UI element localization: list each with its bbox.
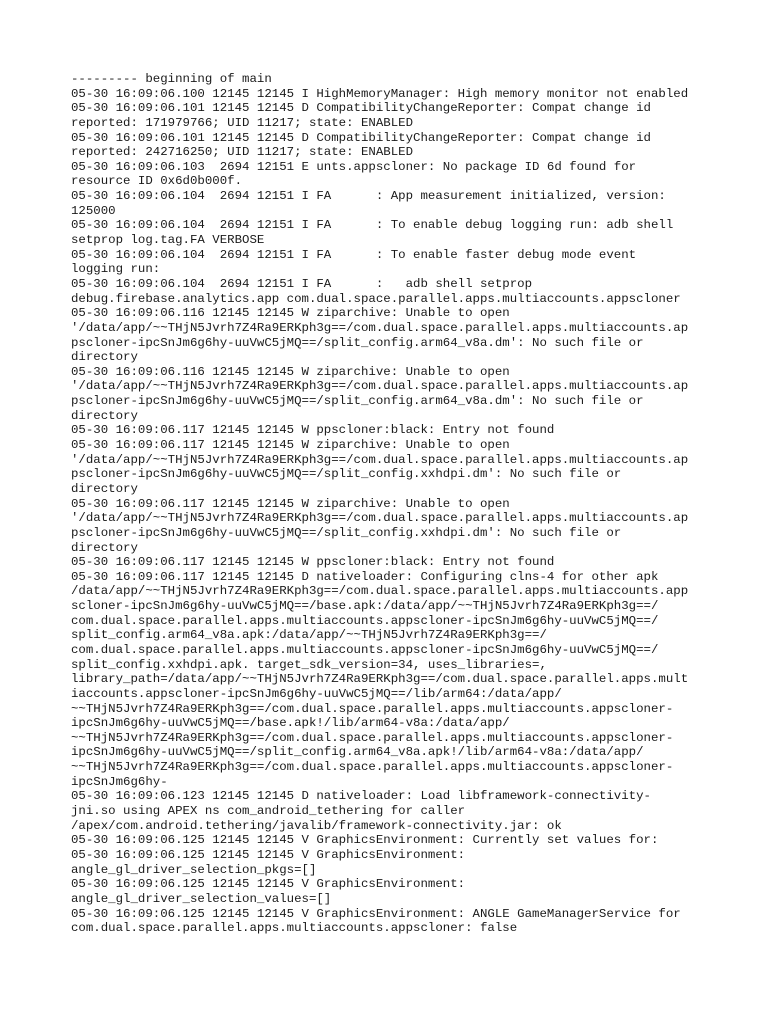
log-line: 05-30 16:09:06.117 12145 12145 W ppscloner:black: Entry not found xyxy=(71,555,555,570)
log-line: scloner-ipcSnJm6g6hy-uuVwC5jMQ==/base.apk:/data/app/~~THjN5Jvrh7Z4Ra9ERKph3g==/ xyxy=(71,599,659,614)
log-line: com.dual.space.parallel.apps.multiaccounts.appscloner-ipcSnJm6g6hy-uuVwC5jMQ==/ xyxy=(71,613,659,628)
log-line: library_path=/data/app/~~THjN5Jvrh7Z4Ra9ERKph3g==/com.dual.space.parallel.apps.mult xyxy=(71,672,689,687)
log-line: 05-30 16:09:06.117 12145 12145 W ziparchive: Unable to open xyxy=(71,438,510,453)
log-line: jni.so using APEX ns com_android_tethering for caller xyxy=(71,804,466,819)
log-line: split_config.xxhdpi.apk. target_sdk_version=34, uses_libraries=, xyxy=(71,657,547,672)
log-line: ipcSnJm6g6hy-uuVwC5jMQ==/base.apk!/lib/arm64-v8a:/data/app/ xyxy=(71,716,510,731)
log-line: ~~THjN5Jvrh7Z4Ra9ERKph3g==/com.dual.space.parallel.apps.multiaccounts.appscloner- xyxy=(71,760,674,775)
log-line: 05-30 16:09:06.104 2694 12151 I FA : App measurement initialized, version: xyxy=(71,189,666,204)
logcat-output xyxy=(71,72,711,936)
log-line: 05-30 16:09:06.116 12145 12145 W ziparchive: Unable to open xyxy=(71,306,510,321)
log-line: 05-30 16:09:06.116 12145 12145 W ziparchive: Unable to open xyxy=(71,364,510,379)
log-line: 05-30 16:09:06.117 12145 12145 W ppscloner:black: Entry not found xyxy=(71,423,555,438)
log-line: 05-30 16:09:06.101 12145 12145 D CompatibilityChangeReporter: Compat change id xyxy=(71,130,651,145)
log-line: '/data/app/~~THjN5Jvrh7Z4Ra9ERKph3g==/com.dual.space.parallel.apps.multiaccounts.ap xyxy=(71,320,689,335)
log-line: '/data/app/~~THjN5Jvrh7Z4Ra9ERKph3g==/com.dual.space.parallel.apps.multiaccounts.ap xyxy=(71,511,689,526)
log-line: pscloner-ipcSnJm6g6hy-uuVwC5jMQ==/split_config.arm64_v8a.dm': No such file or xyxy=(71,394,644,409)
log-line: 05-30 16:09:06.104 2694 12151 I FA : adb shell setprop xyxy=(71,276,533,291)
log-line: resource ID 0x6d0b000f. xyxy=(71,174,243,189)
log-line: pscloner-ipcSnJm6g6hy-uuVwC5jMQ==/split_config.arm64_v8a.dm': No such file or xyxy=(71,335,644,350)
log-line: angle_gl_driver_selection_pkgs=[] xyxy=(71,862,317,877)
log-line: debug.firebase.analytics.app com.dual.space.parallel.apps.multiaccounts.appscloner xyxy=(71,291,681,306)
log-line: split_config.arm64_v8a.apk:/data/app/~~THjN5Jvrh7Z4Ra9ERKph3g==/ xyxy=(71,628,547,643)
log-line: 05-30 16:09:06.103 2694 12151 E unts.appscloner: No package ID 6d found for xyxy=(71,159,637,174)
log-line: 05-30 16:09:06.125 12145 12145 V GraphicsEnvironment: ANGLE GameManagerService for xyxy=(71,906,681,921)
log-line: 05-30 16:09:06.123 12145 12145 D nativeloader: Load libframework-connectivity- xyxy=(71,789,651,804)
log-line: setprop log.tag.FA VERBOSE xyxy=(71,233,265,248)
log-line: reported: 242716250; UID 11217; state: ENABLED xyxy=(71,145,414,160)
log-line: '/data/app/~~THjN5Jvrh7Z4Ra9ERKph3g==/com.dual.space.parallel.apps.multiaccounts.ap xyxy=(71,452,689,467)
log-line: angle_gl_driver_selection_values=[] xyxy=(71,891,332,906)
log-line: directory xyxy=(71,481,138,496)
log-line: 05-30 16:09:06.101 12145 12145 D CompatibilityChangeReporter: Compat change id xyxy=(71,101,651,116)
log-line: ipcSnJm6g6hy- xyxy=(71,774,168,789)
log-line: directory xyxy=(71,408,138,423)
log-line: directory xyxy=(71,540,138,555)
log-line: /apex/com.android.tethering/javalib/framework-connectivity.jar: ok xyxy=(71,818,562,833)
log-line: 05-30 16:09:06.100 12145 12145 I HighMemoryManager: High memory monitor not enabled xyxy=(71,86,689,101)
log-line: 05-30 16:09:06.117 12145 12145 D nativeloader: Configuring clns-4 for other apk xyxy=(71,569,659,584)
log-line: ipcSnJm6g6hy-uuVwC5jMQ==/split_config.arm64_v8a.apk!/lib/arm64-v8a:/data/app/ xyxy=(71,745,644,760)
log-line: com.dual.space.parallel.apps.multiaccounts.appscloner-ipcSnJm6g6hy-uuVwC5jMQ==/ xyxy=(71,642,659,657)
log-line: /data/app/~~THjN5Jvrh7Z4Ra9ERKph3g==/com.dual.space.parallel.apps.multiaccounts.app xyxy=(71,584,689,599)
log-line: 05-30 16:09:06.125 12145 12145 V GraphicsEnvironment: xyxy=(71,877,466,892)
log-line: 05-30 16:09:06.104 2694 12151 I FA : To enable faster debug mode event xyxy=(71,247,637,262)
log-line: 125000 xyxy=(71,203,116,218)
log-line: directory xyxy=(71,350,138,365)
log-line: reported: 171979766; UID 11217; state: ENABLED xyxy=(71,115,414,130)
log-line: iaccounts.appscloner-ipcSnJm6g6hy-uuVwC5jMQ==/lib/arm64:/data/app/ xyxy=(71,686,562,701)
log-line: pscloner-ipcSnJm6g6hy-uuVwC5jMQ==/split_config.xxhdpi.dm': No such file or xyxy=(71,467,622,482)
log-line: '/data/app/~~THjN5Jvrh7Z4Ra9ERKph3g==/com.dual.space.parallel.apps.multiaccounts.ap xyxy=(71,379,689,394)
log-line: 05-30 16:09:06.117 12145 12145 W ziparchive: Unable to open xyxy=(71,496,510,511)
log-line: logging run: xyxy=(71,262,161,277)
log-line: pscloner-ipcSnJm6g6hy-uuVwC5jMQ==/split_config.xxhdpi.dm': No such file or xyxy=(71,525,622,540)
log-line: 05-30 16:09:06.125 12145 12145 V GraphicsEnvironment: Currently set values for: xyxy=(71,833,659,848)
log-line: --------- beginning of main xyxy=(71,72,272,86)
log-line: 05-30 16:09:06.125 12145 12145 V GraphicsEnvironment: xyxy=(71,847,466,862)
log-line: 05-30 16:09:06.104 2694 12151 I FA : To enable debug logging run: adb shell xyxy=(71,218,674,233)
log-line: com.dual.space.parallel.apps.multiaccounts.appscloner: false xyxy=(71,921,518,936)
log-line: ~~THjN5Jvrh7Z4Ra9ERKph3g==/com.dual.space.parallel.apps.multiaccounts.appscloner- xyxy=(71,701,674,716)
log-line: ~~THjN5Jvrh7Z4Ra9ERKph3g==/com.dual.space.parallel.apps.multiaccounts.appscloner- xyxy=(71,730,674,745)
